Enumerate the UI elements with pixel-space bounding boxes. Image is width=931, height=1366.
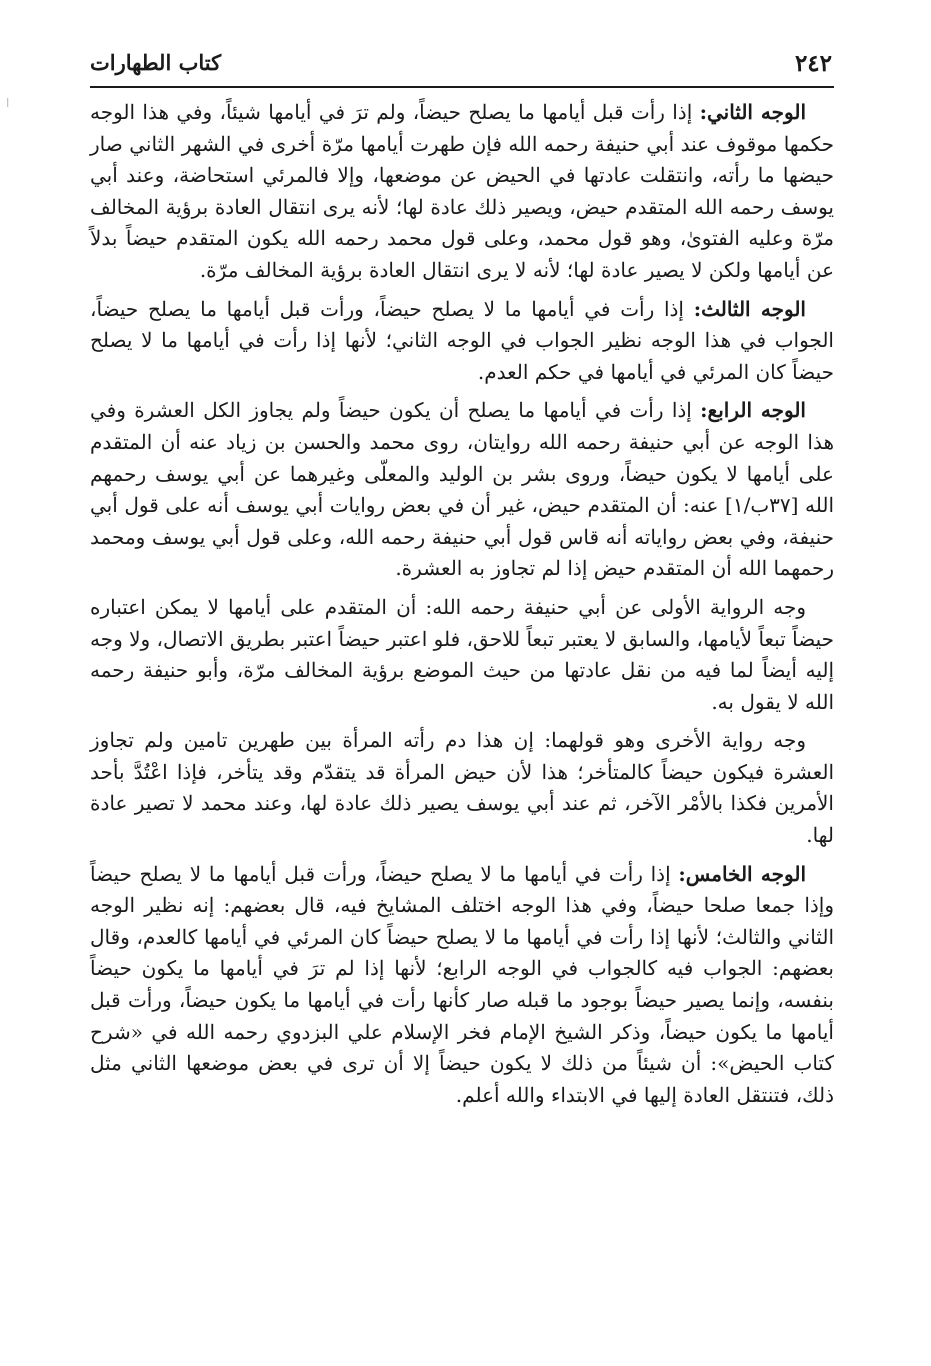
paragraph-text: إذا رأت في أيامها ما لا يصلح حيضاً، ورأت قبل أيامها ما لا يصلح حيضاً وإذا جمعا صلحا حيضاً، وفي هذا الوجه اختلف المشايخ فيه، قال بعضهم: إنه نظير الوجه الثاني والثالث؛ لأنها إذا رأت في أيامها ما لا يصلح حيضاً كان المرئي في أيامها كالعدم، وقال بعضهم: الجواب فيه كالجواب في الوجه الرابع؛ لأنها إذا لم ترَ في أيامها ما يكون حيضاً بنفسه، وإنما يصير حيضاً بوجود ما قبله صار كأنها رأت في أيامها ما يكون حيضاً، ورأت قبل أيامها ما يكون حيضاً، وذكر الشيخ الإمام فخر الإسلام علي البزدوي رحمه الله في «شرح كتاب الحيض»: أن شيئاً من ذلك لا يكون حيضاً إلا أن ترى في بعض موضعها الثاني مثل ذلك، فتنتقل العادة إليها في الابتداء والله أعلم. xyxy=(90,861,834,1107)
paragraph-2 xyxy=(90,294,834,389)
paragraph-1 xyxy=(90,97,834,287)
paragraph-lead: الوجه الثاني: xyxy=(699,100,806,124)
paragraph-3 xyxy=(90,395,834,585)
paragraph-text: إذا رأت في أيامها ما لا يصلح حيضاً، ورأت قبل أيامها ما يصلح حيضاً، الجواب في هذا الوجه نظير الجواب في الوجه الثاني؛ لأنها إذا رأت في أيامها ما لا يصلح حيضاً كان المرئي في أيامها في حكم العدم. xyxy=(90,296,834,384)
paragraph-lead: الوجه الخامس: xyxy=(678,861,806,886)
paragraph-5 xyxy=(90,725,834,851)
scan-margin-mark: ا xyxy=(6,96,10,110)
paragraph-6 xyxy=(90,859,834,1112)
paragraph-text: وجه رواية الأخرى وهو قولهما: إن هذا دم رأته المرأة بين طهرين تامين ولم تجاوز العشرة فيكون حيضاً كالمتأخر؛ هذا لأن حيض المرأة قد يتقدّم وقد يتأخر، فإذا اعْتُدَّ بأحد الأمرين فكذا بالأمْر الآخر، ثم عند أبي يوسف يصير ذلك عادة لها، وعند محمد لا تصير عادة لها. xyxy=(90,728,834,848)
body-text xyxy=(90,97,834,1118)
page-number: ٢٤٢ xyxy=(794,50,832,77)
paragraph-4 xyxy=(90,592,834,718)
paragraph-lead: الوجه الرابع: xyxy=(700,398,806,423)
paragraph-lead: الوجه الثالث: xyxy=(693,296,806,321)
header-rule xyxy=(90,86,834,88)
running-title: كتاب الطهارات xyxy=(90,50,222,75)
paragraph-text: وجه الرواية الأولى عن أبي حنيفة رحمه الله: أن المتقدم على أيامها لا يمكن اعتباره حيضاً تبعاً لأيامها، والسابق لا يعتبر تبعاً للاحق، فلو اعتبر حيضاً اعتبر بطريق الاتصال، ولا وجه إليه أيضاً لما فيه من نقل عادتها من حيث الموضع برؤية المخالف مرّة، وأبو حنيفة رحمه الله لا يقول به. xyxy=(90,594,834,714)
page-header xyxy=(90,44,832,84)
paragraph-text: إذا رأت قبل أيامها ما يصلح حيضاً، ولم ترَ في أيامها شيئاً، وفي هذا الوجه حكمها موقوف عند أبي حنيفة رحمه الله فإن طهرت أيامها مرّة أخرى في الشهر الثاني صار حيضها ما رأته، وانتقلت عادتها في الحيض عن موضعها، وإلا فالمرئي استحاضة، وعند أبي يوسف رحمه الله المتقدم حيض، ويصير ذلك عادة لها؛ لأنه يرى انتقال العادة برؤية المخالف مرّة وعليه الفتوىٰ، وهو قول محمد، وعلى قول محمد رحمه الله يكون المتقدم حيضاً بدلاً عن أيامها ولكن لا يصير عادة لها؛ لأنه لا يرى انتقال العادة برؤية المخالف مرّة. xyxy=(90,100,834,282)
paragraph-text: إذا رأت في أيامها ما يصلح أن يكون حيضاً ولم يجاوز الكل العشرة وفي هذا الوجه عن أبي حنيفة رحمه الله روايتان، روى محمد والحسن بن زياد عنه أن المتقدم على أيامها لا يكون حيضاً، وروى بشر بن الوليد والمعلّى وغيرهما عن أبي يوسف رحمهم الله [٣٧ب/١] عنه: أن المتقدم حيض، غير أن في بعض روايات أبي يوسف أنه على قول أبي حنيفة، وفي بعض رواياته أنه قاس قول أبي حنيفة رحمه الله، وعلى قول أبي يوسف ومحمد رحمهما الله أن المتقدم حيض إذا لم تجاوز به العشرة. xyxy=(90,398,835,581)
